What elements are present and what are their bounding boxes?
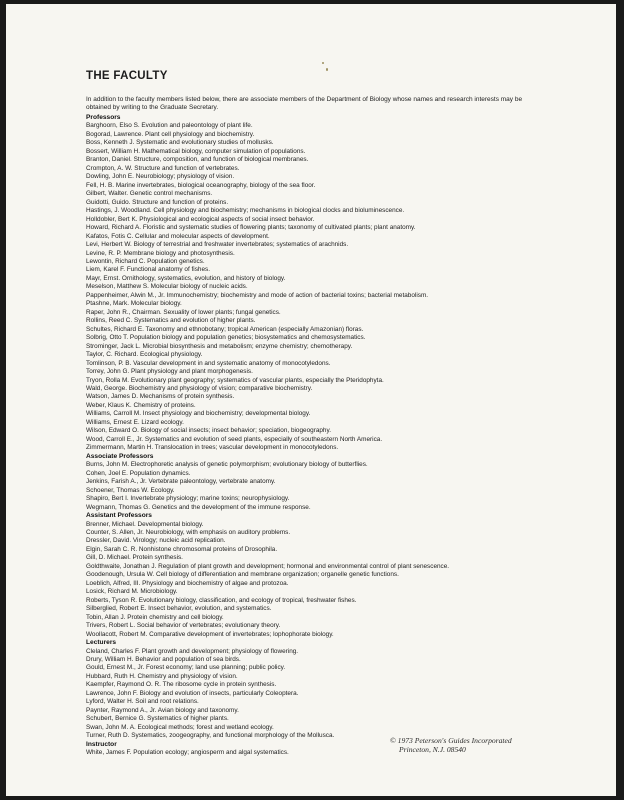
faculty-entry: Lewontin, Richard C. Population genetics. [86,257,205,265]
faculty-entry: Cleland, Charles F. Plant growth and development; physiology of flowering. [86,647,299,655]
faculty-entry: Goldthwaite, Jonathan J. Regulation of plant growth and development; hormonal and environmental control of plant senescence. [86,562,450,570]
faculty-entry: Strominger, Jack L. Microbial biosynthesis and metabolism; enzyme chemistry; chemotherapy. [86,342,353,350]
publisher-address: Princeton, N.J. 08540 [399,745,466,754]
faculty-entry: Taylor, C. Richard. Ecological physiology. [86,351,203,359]
faculty-entry: Pappenheimer, Alwin M., Jr. Immunochemistry; biochemistry and mode of action of bacterial toxins; bacterial metabolism. [86,291,429,299]
group-heading: Associate Professors [86,452,154,460]
faculty-entry: Hubbard, Ruth H. Chemistry and physiology of vision. [86,672,238,680]
faculty-entry: Dowling, John E. Neurobiology; physiology of vision. [86,173,235,181]
faculty-entry: Counter, S. Allen, Jr. Neurobiology, with emphasis on auditory problems. [86,528,291,536]
faculty-entry: Loeblich, Alfred, III. Physiology and biochemistry of algae and protozoa. [86,579,289,587]
faculty-entry: Schoener, Thomas W. Ecology. [86,486,175,494]
document-page [6,4,616,796]
faculty-entry: Wilson, Edward O. Biology of social insects; insect behavior; speciation, biogeography. [86,427,331,435]
faculty-entry: Trivers, Robert L. Social behavior of vertebrates; evolutionary theory. [86,622,281,630]
faculty-entry: Dressler, David. Virology; nucleic acid replication. [86,537,226,545]
faculty-entry: Burns, John M. Electrophoretic analysis of genetic polymorphism; evolutionary biology of butterflies. [86,461,368,469]
faculty-entry: Losick, Richard M. Microbiology. [86,588,178,596]
faculty-entry: Silberglied, Robert E. Insect behavior, evolution, and systematics. [86,605,272,613]
faculty-entry: Kafatos, Fotis C. Cellular and molecular aspects of development. [86,232,270,240]
faculty-entry: Mayr, Ernst. Ornithology, systematics, evolution, and history of biology. [86,274,286,282]
faculty-entry: Barghoorn, Elso S. Evolution and paleontology of plant life. [86,122,253,130]
faculty-entry: Turner, Ruth D. Systematics, zoogeography, and functional morphology of the Mollusca. [86,732,335,740]
faculty-entry: Zimmermann, Martin H. Translocation in trees; vascular development in monocotyledons. [86,444,339,452]
copyright-notice [390,736,512,754]
faculty-entry: Guidotti, Guido. Structure and function of proteins. [86,198,229,206]
faculty-entry: White, James F. Population ecology; angiosperm and algal systematics. [86,749,289,757]
faculty-entry: Williams, Carroll M. Insect physiology and biochemistry; developmental biology. [86,410,311,418]
faculty-entry: Howard, Richard A. Floristic and systematic studies of flowering plants; taxonomy of cultivated plants; plant anatomy. [86,224,416,232]
faculty-entry: Tomlinson, P. B. Vascular development in and systematic anatomy of monocotyledons. [86,359,331,367]
faculty-entry: Tryon, Rolla M. Evolutionary plant geography; systematics of vascular plants, especially the Pteridophyta. [86,376,384,384]
faculty-entry: Levi, Herbert W. Biology of terrestrial and freshwater invertebrates; systematics of arachnids. [86,241,349,249]
faculty-entry: Levine, R. P. Membrane biology and photosynthesis. [86,249,235,257]
faculty-entry: Rollins, Reed C. Systematics and evolution of higher plants. [86,317,256,325]
faculty-listing [86,114,556,758]
faculty-entry: Branton, Daniel. Structure, composition, and function of biological membranes. [86,156,309,164]
faculty-entry: Lawrence, John F. Biology and evolution of insects, particularly Coleoptera. [86,689,299,697]
faculty-entry: Bogorad, Lawrence. Plant cell physiology and biochemistry. [86,130,255,138]
faculty-entry: Wegmann, Thomas G. Genetics and the development of the immune response. [86,503,311,511]
paper-fleck [326,68,328,71]
group-heading: Lecturers [86,639,117,647]
faculty-entry: Swan, John M. A. Ecological methods; forest and wetland ecology. [86,723,274,731]
faculty-entry: Boss, Kenneth J. Systematic and evolutionary studies of mollusks. [86,139,274,147]
paper-fleck [322,62,324,64]
faculty-entry: Holldobler, Bert K. Physiological and ecological aspects of social insect behavior. [86,215,315,223]
faculty-entry: Williams, Ernest E. Lizard ecology. [86,418,184,426]
faculty-entry: Gould, Ernest M., Jr. Forest economy; land use planning; public policy. [86,664,286,672]
faculty-entry: Jenkins, Farish A., Jr. Vertebrate paleontology, vertebrate anatomy. [86,478,276,486]
faculty-entry: Watson, James D. Mechanisms of protein synthesis. [86,393,235,401]
intro-paragraph: In addition to the faculty members listed below, there are associate members of the Department of Biology whose names and research interests may be obtained by writing to the Graduate Secretary. [86,96,523,112]
group-heading: Instructor [86,740,117,748]
faculty-entry: Roberts, Tyson R. Evolutionary biology, classification, and ecology of tropical, freshwater fishes. [86,596,357,604]
faculty-entry: Schubert, Bernice G. Systematics of higher plants. [86,715,229,723]
faculty-entry: Wald, George. Biochemistry and physiology of vision; comparative biochemistry. [86,385,313,392]
faculty-entry: Bossert, William H. Mathematical biology, computer simulation of populations. [86,147,306,155]
copyright-line: © 1973 Peterson's Guides Incorporated [390,736,512,745]
page-title: THE FACULTY [86,70,168,82]
faculty-entry: Goodenough, Ursula W. Cell biology of differentiation and membrane organization; organelle genetic functions. [86,571,399,579]
faculty-entry: Hastings, J. Woodland. Cell physiology and biochemistry; mechanisms in biological clocks and bioluminescence. [86,207,405,215]
faculty-entry: Tobin, Allan J. Protein chemistry and cell biology. [86,613,224,621]
faculty-entry: Crompton, A. W. Structure and function of vertebrates. [86,164,240,172]
faculty-entry: Weber, Klaus K. Chemistry of proteins. [86,401,196,409]
faculty-entry: Elgin, Sarah C. R. Nonhistone chromosomal proteins of Drosophila. [86,545,278,553]
faculty-entry: Torrey, John G. Plant physiology and plant morphogenesis. [86,368,253,376]
faculty-entry: Solbrig, Otto T. Population biology and population genetics; biosystematics and chemosystematics. [86,334,366,342]
faculty-entry: Woollacott, Robert M. Comparative development of invertebrates; lophophorate biology. [86,630,334,638]
faculty-entry: Brenner, Michael. Developmental biology. [86,520,204,528]
faculty-entry: Raper, John R., Chairman. Sexuality of lower plants; fungal genetics. [86,308,281,316]
faculty-entry: Drury, William H. Behavior and population of sea birds. [86,656,241,663]
faculty-entry: Ptashne, Mark. Molecular biology. [86,300,182,308]
faculty-entry: Schultes, Richard E. Taxonomy and ethnobotany; tropical American (especially Amazonian) floras. [86,325,364,333]
faculty-entry: Kaempfer, Raymond O. R. The ribosome cycle in protein synthesis. [86,681,277,689]
faculty-entry: Gilbert, Walter. Genetic control mechanisms. [86,190,213,198]
faculty-entry: Wood, Carroll E., Jr. Systematics and evolution of seed plants, especially of southeastern North America. [86,435,383,443]
faculty-entry: Meselson, Matthew S. Molecular biology of nucleic acids. [86,283,248,291]
faculty-entry: Lyford, Walter H. Soil and root relations. [86,698,199,706]
faculty-entry: Cohen, Joel E. Population dynamics. [86,469,191,477]
group-heading: Assistant Professors [86,512,152,520]
group-heading: Professors [86,114,121,121]
faculty-entry: Fell, H. B. Marine invertebrates, biological oceanography, biology of the sea floor. [86,181,316,189]
faculty-entry: Paynter, Raymond A., Jr. Avian biology and taxonomy. [86,706,239,714]
faculty-entry: Liem, Karel F. Functional anatomy of fishes. [86,266,210,274]
faculty-entry: Shapiro, Bert I. Invertebrate physiology; marine toxins; neurophysiology. [86,495,290,503]
faculty-entry: Gill, D. Michael. Protein synthesis. [86,554,183,562]
